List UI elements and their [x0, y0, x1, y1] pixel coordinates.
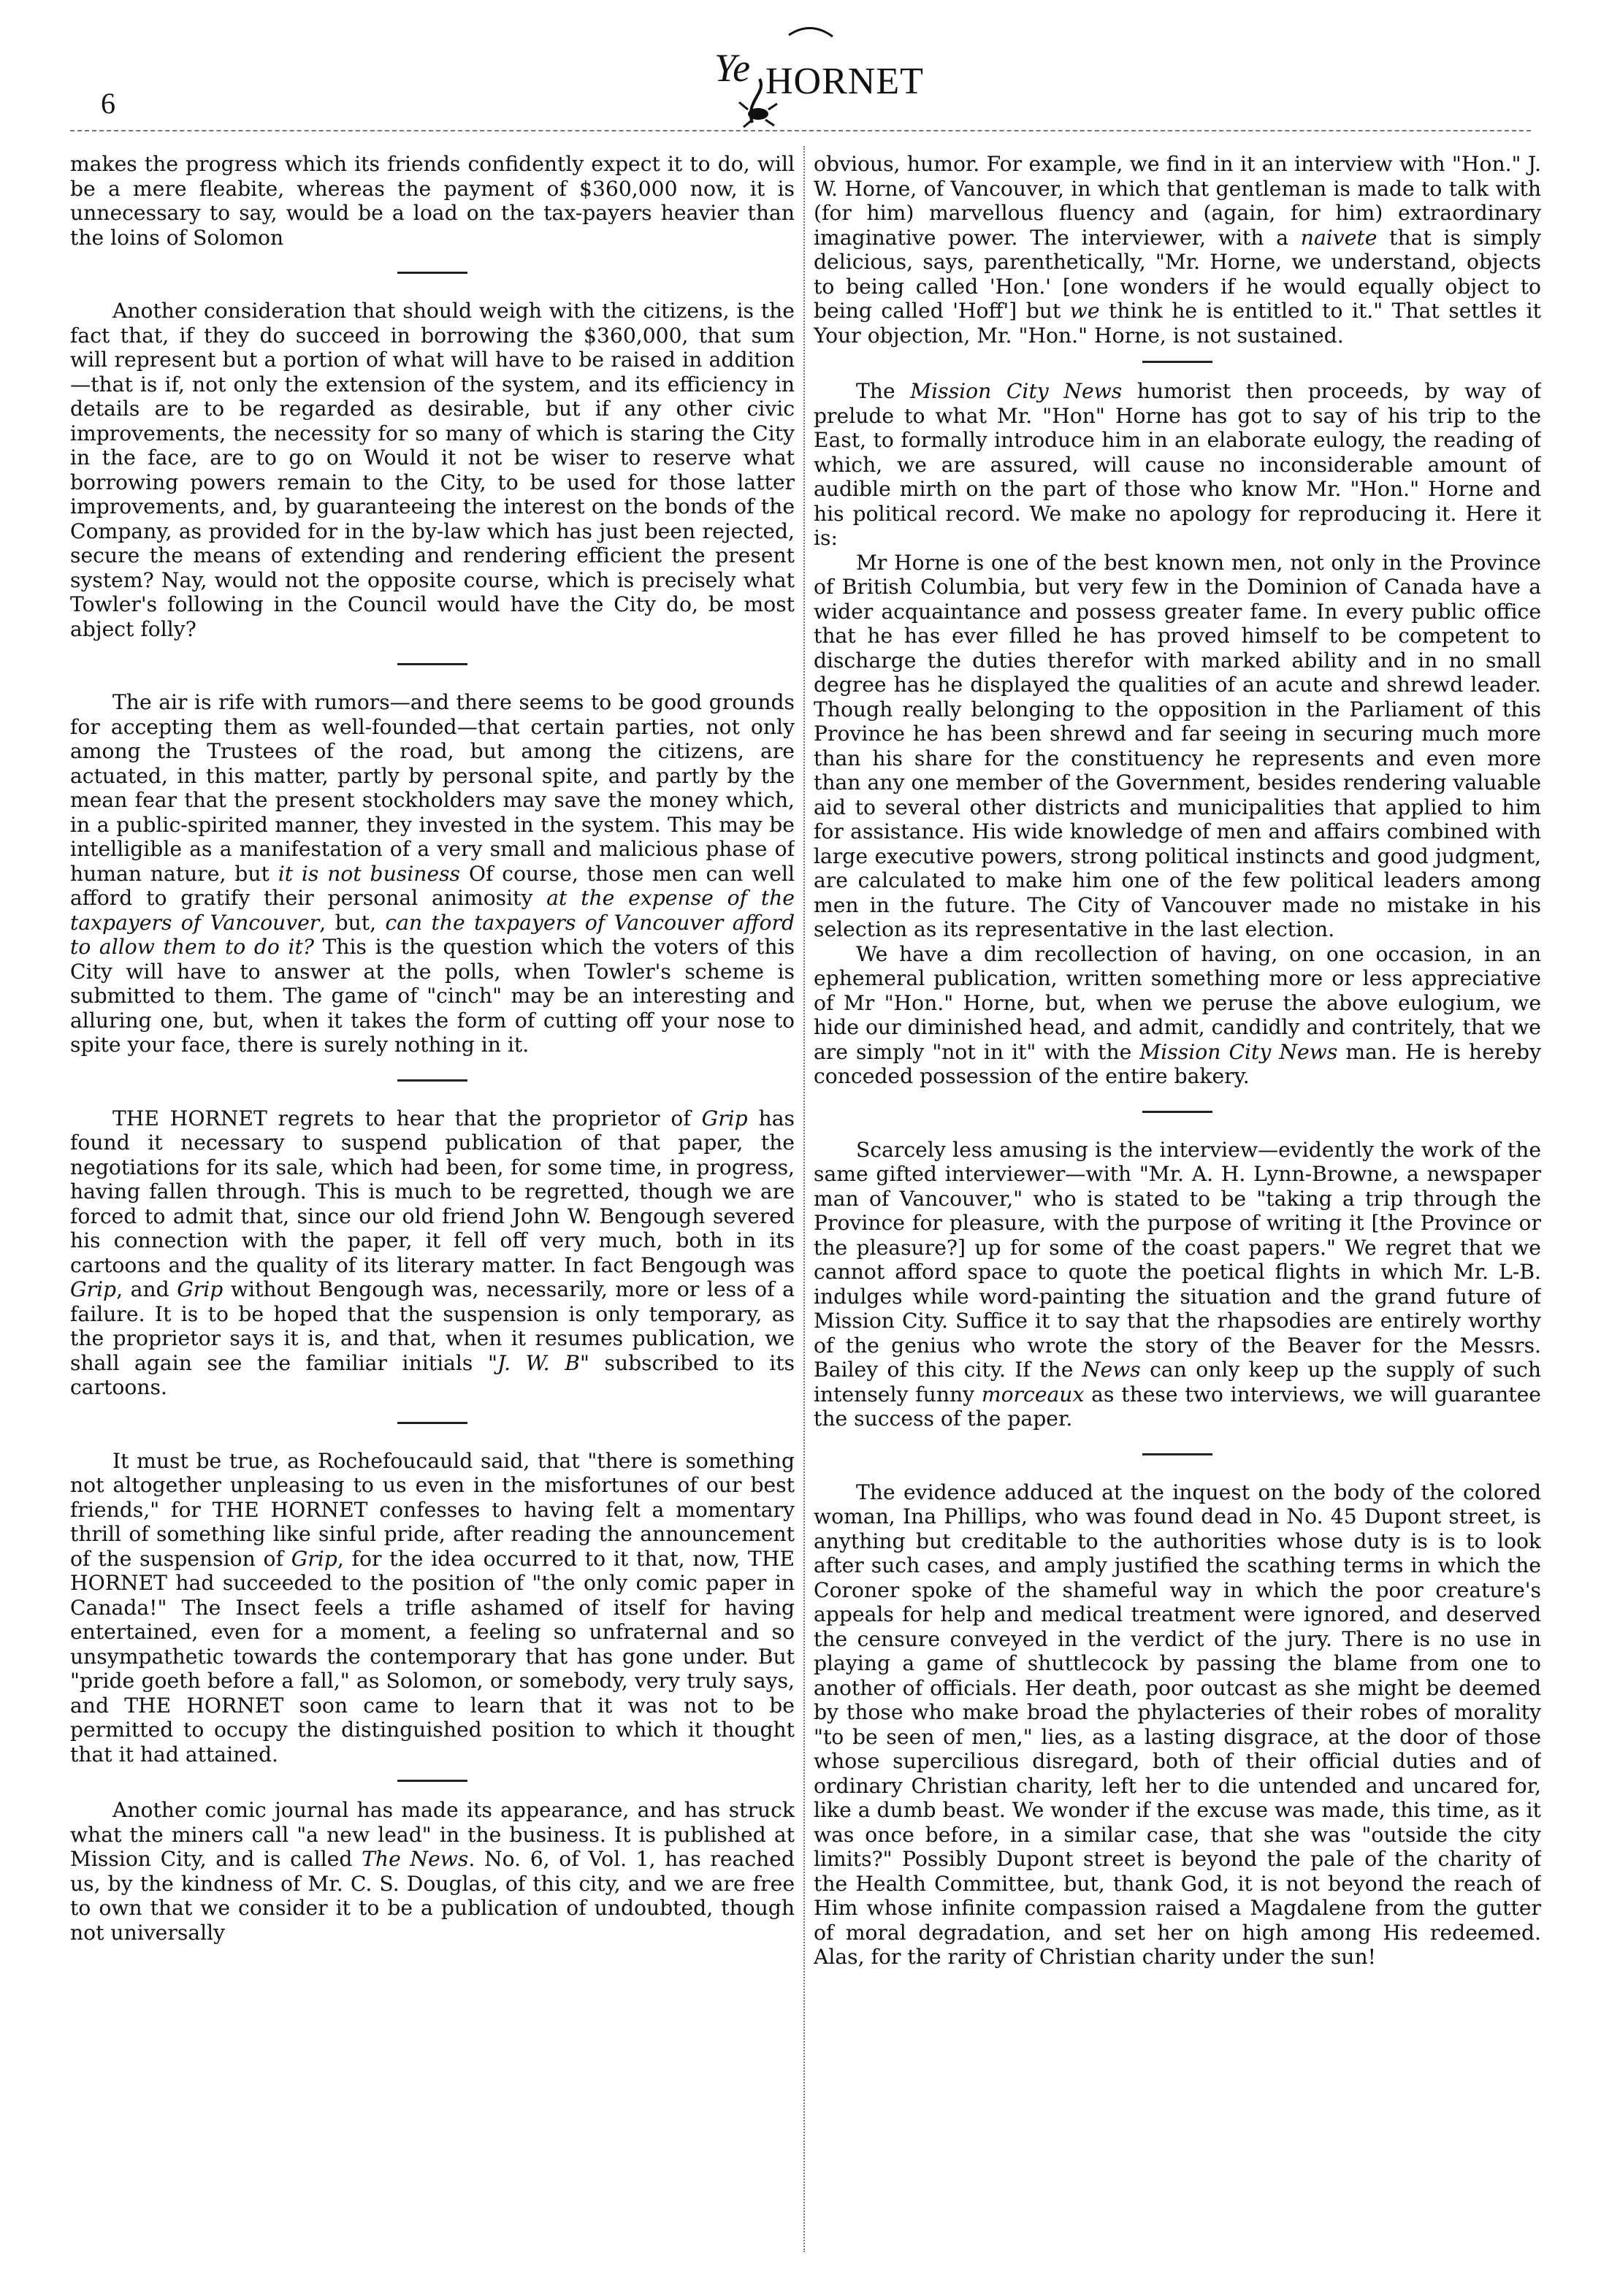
masthead [701, 13, 924, 130]
paragraph: Another consideration that should weigh with the citizens, is the fact that, if they do succeed in borrowing the $360,000, that sum will represent but a portion of what will have to be raised in addition—that is if, not only the extension of the system, and its efficiency in details are to be regarded as desirable, but if any other civic improvements, the necessity for so many of which is staring the City in the face, are to go on Would it not be wiser to reserve what borrowing powers remain to the City, to be used for those latter improvements, and, by guaranteeing the interest on the bonds of the Company, as provided for in the by-law which has just been rejected, secure the means of extending and rendering efficient the present system? Nay, would not the opposite course, which is precisely what Towler's following in the Council would have the City do, be most abject folly? [70, 299, 795, 641]
paragraph: makes the progress which its friends confidently expect it to do, will be a mere fleabite, whereas the payment of $360,000 now, it is unnecessary to say, would be a load on the tax-payers heavier than the loins of Solomon [70, 152, 795, 250]
paragraph: Another comic journal has made its appearance, and has struck what the miners call "a new lead" in the business. It is published at Mission City, and is called The News. No. 6, of Vol. 1, has reached us, by the kindness of Mr. C. S. Douglas, of this city, and we are free to own that we consider it to be a publication of undoubted, though not universally [70, 1798, 795, 1945]
paragraph: Scarcely less amusing is the interview—evidently the work of the same gifted interviewer—with "Mr. A. H. Lynn-Browne, a newspaper man of Vancouver," who is stated to be "taking a trip through the Province for pleasure, with the purpose of writing it [the Province or the pleasure?] up for some of the coast papers." We regret that we cannot afford space to quote the poetical flights in which Mr. L-B. indulges while word-painting the situation and the grand future of Mission City. Suffice it to say that the rhapsodies are entirely worthy of the genius who wrote the story of the Beaver for the Messrs. Bailey of this city. If the News can only keep up the supply of such intensely funny morceaux as these two interviews, we will guarantee the success of the paper. [814, 1137, 1541, 1431]
paragraph: We have a dim recollection of having, on one occasion, in an ephemeral publication, written something more or less appreciative of Mr "Hon." Horne, but, when we peruse the above eulogium, we hide our diminished head, and admit, candidly and contritely, that we are simply "not in it" with the Mission City News man. He is hereby conceded possession of the entire bakery. [814, 941, 1541, 1088]
paragraph: THE HORNET regrets to hear that the proprietor of Grip has found it necessary to suspend publication of that paper, the negotiations for its sale, which had been, for some time, in progress, having fallen through. This is much to be regretted, though we are forced to admit that, since our old friend John W. Bengough severed his connection with the paper, it fell off very much, both in its cartoons and the quality of its literary matter. In fact Bengough was Grip, and Grip without Bengough was, necessarily, more or less of a failure. It is to be hoped that the suspension is only temporary, as the proprietor says it is, and that, when it resumes publication, we shall again see the familiar initials "J. W. B" subscribed to its cartoons. [70, 1106, 795, 1399]
left-column [70, 152, 795, 2252]
separator-rule [397, 1780, 467, 1782]
paragraph: obvious, humor. For example, we find in it an interview with "Hon." J. W. Horne, of Vancouver, in which that gentleman is made to talk with (for him) marvellous fluency and (again, for him) extraordinary imaginative power. The interviewer, with a naivete that is simply delicious, says, parenthetically, "Mr. Horne, we understand, objects to being called 'Hon.' [one wonders if he would equally object to being called 'Hoff'] but we think he is entitled to it." That settles it Your objection, Mr. "Hon." Horne, is not sustained. [814, 152, 1541, 348]
separator-rule [397, 663, 467, 665]
column-divider [803, 146, 805, 2252]
paragraph: The air is rife with rumors—and there seems to be good grounds for accepting them as well-founded—that certain parties, not only among the Trustees of the road, but among the citizens, are actuated, in this matter, partly by personal spite, and partly by the mean fear that the present stockholders may save the money which, in a public-spirited manner, they invested in the system. This may be intelligible as a manifestation of a very small and malicious phase of human nature, but it is not business Of course, those men can well afford to gratify their personal animosity at the expense of the taxpayers of Vancouver, but, can the taxpayers of Vancouver afford to allow them to do it? This is the question which the voters of this City will have to answer at the polls, when Towler's scheme is submitted to them. The game of "cinch" may be an interesting and alluring one, but, when it takes the form of cutting off your nose to spite your face, there is surely nothing in it. [70, 690, 795, 1057]
paragraph: The Mission City News humorist then proceeds, by way of prelude to what Mr. "Hon" Horne has got to say of his trip to the East, to formally introduce him in an elaborate eulogy, the reading of which, we are assured, will cause no inconsiderable amount of audible mirth on the part of those who know Mr. "Hon." Horne and his political record. We make no apology for reproducing it. Here it is: [814, 379, 1541, 550]
paragraph: The evidence adduced at the inquest on the body of the colored woman, Ina Phillips, who was found dead in No. 45 Dupont street, is anything but creditable to the authorities whose duty is is to look after such cases, and amply justified the scathing terms in which the Coroner spoke of the shameful way in which the poor creature's appeals for help and medical treatment were ignored, and deserved the censure conveyed in the verdict of the jury. There is no use in playing a game of shuttlecock by passing the blame from one to another of officials. Her death, poor outcast as she might be deemed by those who make broad the phylacteries of their robes of morality "to be seen of men," lies, as a lasting disgrace, at the door of those whose supercilious disregard, both of their official duties and of ordinary Christian charity, left her to die untended and uncared for, like a dumb beast. We wonder if the excuse was made, this time, as it was once before, in a similar case, that she was "outside the city limits?" Possibly Dupont street is beyond the pale of the charity of the Health Committee, but, thank God, it is not beyond the reach of Him whose infinite compassion raised a Magdalene from the gutter of moral degradation, and set her on high among His redeemed. Alas, for the rarity of Christian charity under the sun! [814, 1480, 1541, 1969]
masthead-title: HORNET [765, 61, 924, 102]
paragraph: It must be true, as Rochefoucauld said, that "there is something not altogether unpleasing to us even in the misfortunes of our best friends," for THE HORNET confesses to having felt a momentary thrill of something like sinful pride, after reading the announcement of the suspension of Grip, for the idea occurred to it that, now, THE HORNET had succeeded to the position of "the only comic paper in Canada!" The Insect feels a trifle ashamed of itself for having entertained, even for a moment, a feeling so unfraternal and so unsympathetic towards the contemporary that has gone under. But "pride goeth before a fall," as Solomon, or somebody, very truly says, and THE HORNET soon came to learn that it was not to be permitted to occupy the distinguished position to which it thought that it had attained. [70, 1448, 795, 1767]
separator-rule [1142, 1111, 1212, 1113]
separator-rule [397, 1079, 467, 1082]
right-column [814, 152, 1541, 2252]
header-rule [70, 130, 1531, 131]
separator-rule [1142, 1453, 1212, 1455]
quoted-eulogy: Mr Horne is one of the best known men, not only in the Province of British Columbia, but very few in the Dominion of Canada have a wider acquaintance and possess greater fame. In every public office that he has ever filled he has proved himself to be competent to discharge the duties therefor with marked ability and in no small degree has he displayed the qualities of an acute and shrewd leader. Though really belonging to the opposition in the Parliament of this Province he has been shrewd and far seeing in securing much more than his share for the constituency he represents and even more than any one member of the Government, besides rendering valuable aid to several other districts and municipalities that applied to him for assistance. His wide knowledge of men and affairs combined with large executive powers, strong political instincts and good judgment, are calculated to make him one of the few political leaders among men in the future. The City of Vancouver made no mistake in his selection as its representative in the last election. [814, 550, 1541, 941]
separator-rule [397, 1422, 467, 1424]
masthead-ye: Ye [714, 46, 751, 90]
separator-rule [397, 272, 467, 274]
page-number: 6 [101, 87, 115, 120]
separator-rule [1142, 361, 1212, 363]
